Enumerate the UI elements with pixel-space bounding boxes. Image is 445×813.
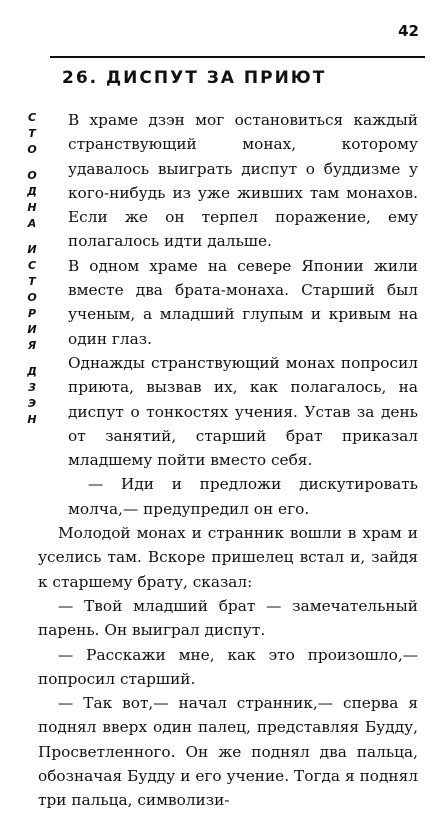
side-title-letter: С <box>27 259 37 272</box>
paragraph: — Иди и предложи дискутировать молча,— предупредил он его. <box>68 475 418 518</box>
paragraph: — Так вот,— начал странник,— сперва я поднял вверх один палец, представляя Будду, Просветленного. Он же поднял два пальца, обозначая Будду и его учение. Тогда я поднял три пальца, символизи- <box>38 694 418 810</box>
side-title-letter: З <box>28 381 36 394</box>
paragraph: — Твой младший брат — замечательный парень. Он выиграл диспут. <box>38 596 418 640</box>
side-title-letter: Н <box>27 413 37 426</box>
side-title-letter: Д <box>27 365 37 378</box>
chapter-title: 26. ДИСПУТ ЗА ПРИЮТ <box>62 68 327 88</box>
paragraph: Молодой монах и странник вошли в храм и уселись там. Вскоре пришелец встал и, зайдя к старшему брату, сказал: <box>38 524 418 591</box>
header-rule <box>50 56 425 58</box>
paragraph: В одном храме на севере Японии жили вместе два брата-монаха. Старший был ученым, а младший глупым и кривым на один глаз. <box>68 256 418 348</box>
side-title-letter: Н <box>27 201 37 214</box>
side-title-letter: И <box>27 323 37 336</box>
side-title-letter: С <box>27 111 37 124</box>
side-title-letter: Д <box>27 185 37 198</box>
side-title-letter: Э <box>27 397 37 410</box>
side-title-letter: О <box>27 291 37 304</box>
side-title-letter: Р <box>27 307 37 320</box>
paragraph: Однажды странствующий монах попросил приюта, вызвав их, как полагалось, на диспут о тонкостях учения. Устав за день от занятий, старший брат приказал младшему пойти вместо себя. <box>68 353 418 470</box>
side-title-letter: О <box>27 143 37 156</box>
side-title-letter: Т <box>28 275 36 288</box>
paragraph: — Расскажи мне, как это произошло,— попросил старший. <box>38 645 418 688</box>
side-title-letter: А <box>27 217 37 230</box>
side-title-letter: О <box>27 169 37 182</box>
paragraph: В храме дзэн мог остановиться каждый странствующий монах, которому удавалось выиграть диспут о буддизме у кого-нибудь из уже живших там монахов. Если же он терпел поражение, ему полагалось идти дальше. <box>68 111 418 251</box>
side-title-letter: Т <box>28 127 36 140</box>
side-series-title <box>22 110 42 428</box>
side-title-letter: И <box>27 243 37 256</box>
body-text <box>38 108 418 813</box>
page-number: 42 <box>398 22 419 40</box>
side-title-letter: Я <box>27 339 37 352</box>
